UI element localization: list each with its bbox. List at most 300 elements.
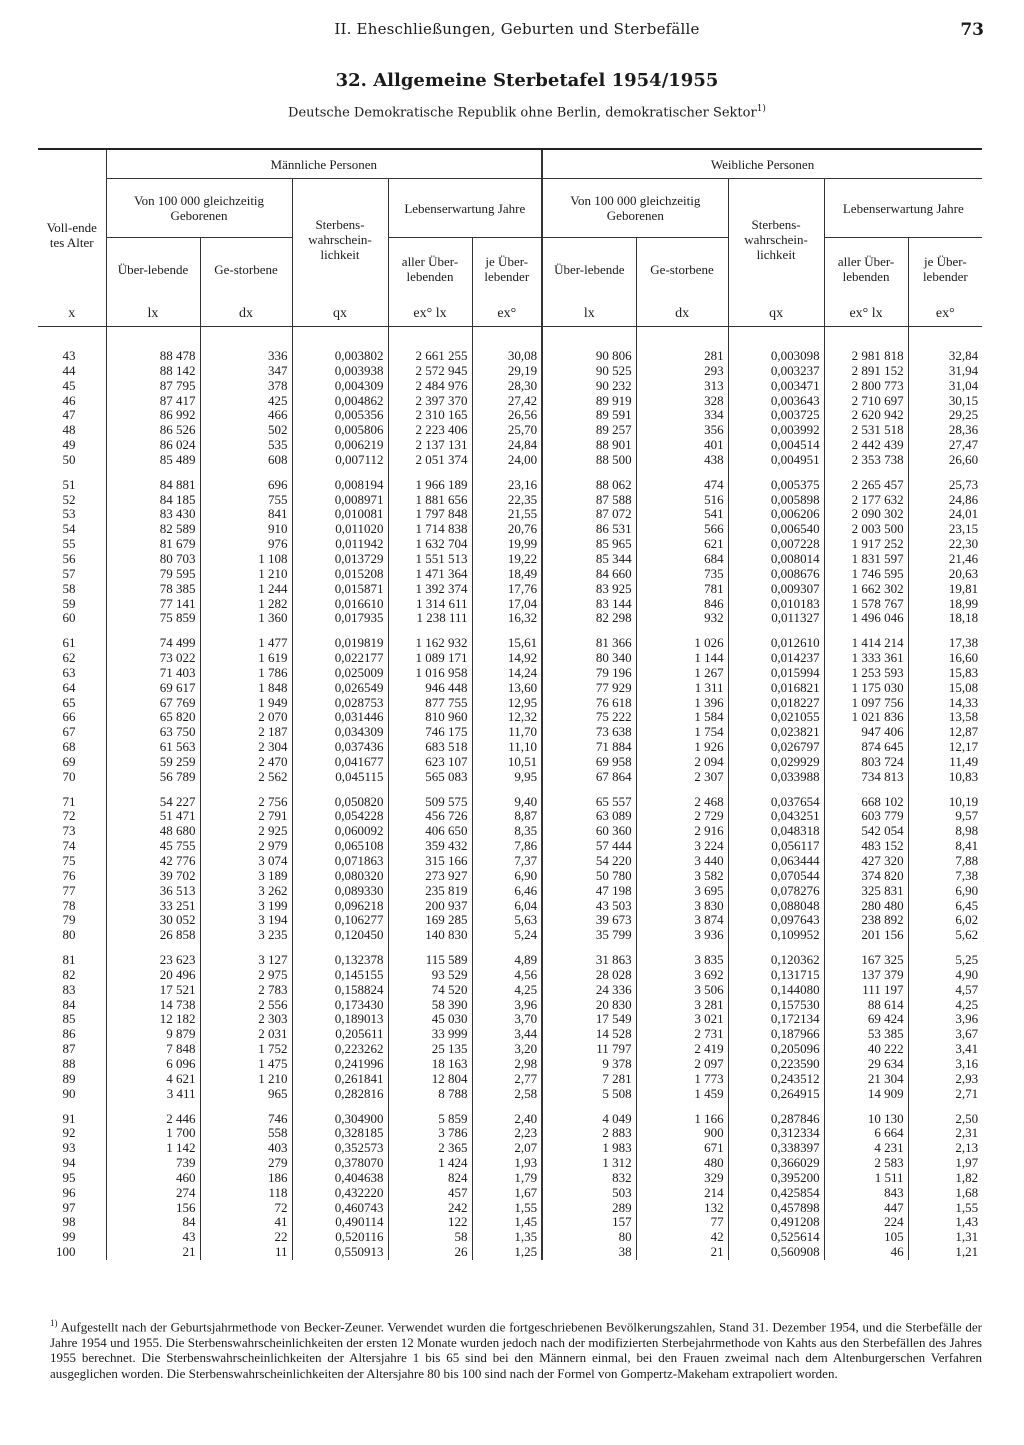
cell-female-ex: 2,50 bbox=[908, 1112, 982, 1127]
cell-male-qx: 0,050820 bbox=[292, 795, 388, 810]
cell-female-ex: 32,84 bbox=[908, 349, 982, 364]
cell-female-ex-lx: 1 746 595 bbox=[824, 567, 908, 582]
female-deaths-header: Ge-storbene bbox=[636, 238, 728, 301]
cell-male-ex-lx: 1 966 189 bbox=[388, 478, 472, 493]
cell-female-lx: 20 830 bbox=[542, 998, 636, 1013]
cell-female-qx: 0,018227 bbox=[728, 696, 824, 711]
cell-male-ex-lx: 1 314 611 bbox=[388, 597, 472, 612]
table-row bbox=[38, 884, 982, 899]
cell-female-lx: 89 257 bbox=[542, 423, 636, 438]
footnote-marker: 1) bbox=[50, 1318, 58, 1328]
cell-male-ex-lx: 33 999 bbox=[388, 1027, 472, 1042]
cell-female-dx: 846 bbox=[636, 597, 728, 612]
cell-female-dx: 541 bbox=[636, 507, 728, 522]
cell-female-ex: 7,88 bbox=[908, 854, 982, 869]
cell-male-dx: 1 282 bbox=[200, 597, 292, 612]
cell-female-dx: 328 bbox=[636, 394, 728, 409]
table-row bbox=[38, 998, 982, 1013]
cell-female-lx: 57 444 bbox=[542, 839, 636, 854]
cell-female-ex-lx: 1 253 593 bbox=[824, 666, 908, 681]
cell-male-qx: 0,025009 bbox=[292, 666, 388, 681]
sym-female-dx: dx bbox=[636, 300, 728, 327]
cell-male-ex: 2,40 bbox=[472, 1112, 542, 1127]
cell-male-qx: 0,037436 bbox=[292, 740, 388, 755]
cell-male-qx: 0,120450 bbox=[292, 928, 388, 943]
cell-male-lx: 77 141 bbox=[106, 597, 200, 612]
cell-female-ex-lx: 167 325 bbox=[824, 953, 908, 968]
cell-male-dx: 3 262 bbox=[200, 884, 292, 899]
cell-female-lx: 1 983 bbox=[542, 1141, 636, 1156]
cell-male-lx: 156 bbox=[106, 1201, 200, 1216]
cell-female-lx: 39 673 bbox=[542, 913, 636, 928]
cell-male-ex: 25,70 bbox=[472, 423, 542, 438]
footnote-text: Aufgestellt nach der Geburtsjahrmethode von Becker-Zeuner. Verwendet wurden die fortgeschriebenen Bevölkerungszahlen, Stand 31. Dezember 1954, und die Sterbefälle der Jahre 1954 und 1955. Die Sterbenswahrscheinlichkeiten der ersten 12 Monate wurden jedoch nach der modifizierten Sterbejahrmethode von Kahts aus den Sterbefällen des Jahres 1955 berechnet. Die Sterbenswahrscheinlichkeiten der Altersjahre 1 bis 65 sind bei den Männern einmal, bei den Frauen zweimal nach dem Altenburgerschen Verfahren ausgeglichen worden. Die Sterbenswahrscheinlichkeiten der Altersjahre 80 bis 100 sind nach der Formel von Gompertz-Makeham extrapoliert worden. bbox=[50, 1319, 982, 1381]
cell-female-dx: 2 468 bbox=[636, 795, 728, 810]
cell-male-ex: 6,04 bbox=[472, 899, 542, 914]
table-row bbox=[38, 597, 982, 612]
cell-male-ex: 5,24 bbox=[472, 928, 542, 943]
cell-male-ex-lx: 683 518 bbox=[388, 740, 472, 755]
male-survivors-header: Über-lebende bbox=[106, 238, 200, 301]
table-row bbox=[38, 1012, 982, 1027]
cell-male-ex: 22,35 bbox=[472, 493, 542, 508]
cell-male-ex: 27,42 bbox=[472, 394, 542, 409]
cell-female-dx: 132 bbox=[636, 1201, 728, 1216]
table-row bbox=[38, 1126, 982, 1141]
cell-female-lx: 89 919 bbox=[542, 394, 636, 409]
spacer-cell bbox=[542, 327, 636, 350]
cell-female-ex: 10,19 bbox=[908, 795, 982, 810]
cell-male-ex-lx: 26 bbox=[388, 1245, 472, 1260]
table-row bbox=[38, 696, 982, 711]
cell-female-lx: 14 528 bbox=[542, 1027, 636, 1042]
spacer-cell bbox=[542, 1102, 636, 1112]
table-row bbox=[38, 854, 982, 869]
spacer-cell bbox=[292, 327, 388, 350]
cell-female-lx: 50 780 bbox=[542, 869, 636, 884]
cell-male-qx: 0,550913 bbox=[292, 1245, 388, 1260]
cell-male-lx: 80 703 bbox=[106, 552, 200, 567]
spacer-cell bbox=[38, 1102, 106, 1112]
cell-female-ex: 26,60 bbox=[908, 453, 982, 468]
cell-female-ex: 21,46 bbox=[908, 552, 982, 567]
cell-female-ex: 5,25 bbox=[908, 953, 982, 968]
table-row bbox=[38, 869, 982, 884]
female-survivors-header: Über-lebende bbox=[542, 238, 636, 301]
cell-age: 46 bbox=[62, 392, 76, 408]
cell-age: 84 bbox=[62, 996, 76, 1012]
cell-female-lx: 87 588 bbox=[542, 493, 636, 508]
cell-age: 78 bbox=[62, 897, 76, 913]
cell-age: 82 bbox=[62, 966, 76, 982]
cell-male-ex-lx: 1 162 932 bbox=[388, 636, 472, 651]
cell-female-ex-lx: 40 222 bbox=[824, 1042, 908, 1057]
table-row bbox=[38, 1072, 982, 1087]
cell-male-qx: 0,008971 bbox=[292, 493, 388, 508]
cell-age: 63 bbox=[62, 664, 76, 680]
table-row bbox=[38, 349, 982, 364]
cell-male-ex: 2,77 bbox=[472, 1072, 542, 1087]
cell-male-lx: 12 182 bbox=[106, 1012, 200, 1027]
spacer-cell bbox=[106, 1102, 200, 1112]
table-row bbox=[38, 364, 982, 379]
table-row bbox=[38, 809, 982, 824]
cell-male-dx: 535 bbox=[200, 438, 292, 453]
cell-female-ex-lx: 1 578 767 bbox=[824, 597, 908, 612]
cell-female-dx: 2 307 bbox=[636, 770, 728, 785]
table-row bbox=[38, 522, 982, 537]
cell-male-ex-lx: 25 135 bbox=[388, 1042, 472, 1057]
cell-male-ex-lx: 406 650 bbox=[388, 824, 472, 839]
cell-female-ex: 15,83 bbox=[908, 666, 982, 681]
cell-male-ex: 4,89 bbox=[472, 953, 542, 968]
cell-age: 95 bbox=[62, 1169, 76, 1185]
footnote bbox=[50, 1316, 982, 1381]
cell-male-ex: 1,93 bbox=[472, 1156, 542, 1171]
cell-male-lx: 84 185 bbox=[106, 493, 200, 508]
cell-female-ex: 18,18 bbox=[908, 611, 982, 626]
cell-male-ex: 1,25 bbox=[472, 1245, 542, 1260]
cell-age: 53 bbox=[62, 506, 76, 522]
cell-male-dx: 1 360 bbox=[200, 611, 292, 626]
cell-male-qx: 0,189013 bbox=[292, 1012, 388, 1027]
cell-female-ex-lx: 10 130 bbox=[824, 1112, 908, 1127]
cell-male-lx: 9 879 bbox=[106, 1027, 200, 1042]
cell-female-qx: 0,070544 bbox=[728, 869, 824, 884]
cell-female-qx: 0,005375 bbox=[728, 478, 824, 493]
cell-age: 91 bbox=[62, 1110, 76, 1126]
spacer-cell bbox=[292, 1102, 388, 1112]
cell-male-ex-lx: 1 392 374 bbox=[388, 582, 472, 597]
cell-age: 81 bbox=[62, 952, 76, 968]
cell-female-dx: 1 754 bbox=[636, 725, 728, 740]
cell-female-qx: 0,016821 bbox=[728, 681, 824, 696]
cell-male-lx: 88 478 bbox=[106, 349, 200, 364]
cell-male-qx: 0,011942 bbox=[292, 537, 388, 552]
cell-female-ex-lx: 2 531 518 bbox=[824, 423, 908, 438]
cell-male-qx: 0,015871 bbox=[292, 582, 388, 597]
cell-female-ex: 6,45 bbox=[908, 899, 982, 914]
cell-female-dx: 3 692 bbox=[636, 968, 728, 983]
cell-female-qx: 0,003237 bbox=[728, 364, 824, 379]
cell-female-ex-lx: 2 265 457 bbox=[824, 478, 908, 493]
cell-male-dx: 1 786 bbox=[200, 666, 292, 681]
cell-male-ex-lx: 315 166 bbox=[388, 854, 472, 869]
cell-female-lx: 80 bbox=[542, 1230, 636, 1245]
cell-male-lx: 39 702 bbox=[106, 869, 200, 884]
cell-age: 44 bbox=[62, 362, 76, 378]
table-row bbox=[38, 1057, 982, 1072]
cell-male-ex-lx: 2 365 bbox=[388, 1141, 472, 1156]
cell-male-qx: 0,008194 bbox=[292, 478, 388, 493]
cell-male-lx: 86 992 bbox=[106, 408, 200, 423]
cell-male-lx: 63 750 bbox=[106, 725, 200, 740]
cell-female-qx: 0,338397 bbox=[728, 1141, 824, 1156]
cell-female-ex: 3,67 bbox=[908, 1027, 982, 1042]
cell-female-ex: 1,21 bbox=[908, 1245, 982, 1260]
table-row bbox=[38, 408, 982, 423]
table-row bbox=[38, 725, 982, 740]
cell-female-dx: 480 bbox=[636, 1156, 728, 1171]
cell-female-qx: 0,008014 bbox=[728, 552, 824, 567]
cell-female-lx: 157 bbox=[542, 1215, 636, 1230]
cell-female-ex-lx: 427 320 bbox=[824, 854, 908, 869]
cell-female-qx: 0,063444 bbox=[728, 854, 824, 869]
sym-male-dx: dx bbox=[200, 300, 292, 327]
cell-male-ex-lx: 1 089 171 bbox=[388, 651, 472, 666]
cell-female-ex: 2,93 bbox=[908, 1072, 982, 1087]
cell-male-qx: 0,460743 bbox=[292, 1201, 388, 1216]
cell-female-ex-lx: 69 424 bbox=[824, 1012, 908, 1027]
spacer-cell bbox=[106, 327, 200, 350]
spacer-row bbox=[38, 1102, 982, 1112]
table-row bbox=[38, 983, 982, 998]
cell-female-lx: 85 965 bbox=[542, 537, 636, 552]
cell-male-ex: 3,44 bbox=[472, 1027, 542, 1042]
cell-female-dx: 3 835 bbox=[636, 953, 728, 968]
cell-age: 83 bbox=[62, 981, 76, 997]
cell-female-dx: 671 bbox=[636, 1141, 728, 1156]
cell-male-ex-lx: 140 830 bbox=[388, 928, 472, 943]
cell-age: 50 bbox=[62, 451, 76, 467]
cell-male-dx: 378 bbox=[200, 379, 292, 394]
cell-male-ex-lx: 456 726 bbox=[388, 809, 472, 824]
cell-female-lx: 82 298 bbox=[542, 611, 636, 626]
cell-male-lx: 739 bbox=[106, 1156, 200, 1171]
cell-female-dx: 3 021 bbox=[636, 1012, 728, 1027]
cell-female-dx: 3 506 bbox=[636, 983, 728, 998]
cell-male-qx: 0,404638 bbox=[292, 1171, 388, 1186]
cell-female-qx: 0,008676 bbox=[728, 567, 824, 582]
cell-male-lx: 69 617 bbox=[106, 681, 200, 696]
spacer-cell bbox=[636, 1102, 728, 1112]
table-subtitle bbox=[0, 104, 1024, 120]
cell-male-ex: 2,07 bbox=[472, 1141, 542, 1156]
cell-female-ex-lx: 224 bbox=[824, 1215, 908, 1230]
table-row bbox=[38, 453, 982, 468]
cell-female-qx: 0,223590 bbox=[728, 1057, 824, 1072]
cell-male-dx: 1 210 bbox=[200, 567, 292, 582]
cell-age: 75 bbox=[62, 853, 76, 868]
cell-female-lx: 75 222 bbox=[542, 710, 636, 725]
table-row bbox=[38, 899, 982, 914]
cell-male-ex-lx: 93 529 bbox=[388, 968, 472, 983]
female-qx-header: Sterbens-wahrschein-lichkeit bbox=[728, 179, 824, 301]
cell-male-dx: 965 bbox=[200, 1087, 292, 1102]
cell-male-ex-lx: 273 927 bbox=[388, 869, 472, 884]
cell-male-dx: 2 791 bbox=[200, 809, 292, 824]
cell-female-dx: 214 bbox=[636, 1186, 728, 1201]
cell-male-ex: 5,63 bbox=[472, 913, 542, 928]
cell-female-ex: 8,98 bbox=[908, 824, 982, 839]
cell-female-dx: 334 bbox=[636, 408, 728, 423]
cell-male-ex: 15,61 bbox=[472, 636, 542, 651]
table-row bbox=[38, 507, 982, 522]
cell-male-qx: 0,080320 bbox=[292, 869, 388, 884]
cell-age: 96 bbox=[62, 1184, 76, 1200]
cell-female-ex: 23,15 bbox=[908, 522, 982, 537]
cell-male-lx: 43 bbox=[106, 1230, 200, 1245]
cell-male-dx: 1 949 bbox=[200, 696, 292, 711]
spacer-cell bbox=[728, 327, 824, 350]
cell-male-ex-lx: 1 881 656 bbox=[388, 493, 472, 508]
cell-female-qx: 0,006540 bbox=[728, 522, 824, 537]
cell-male-ex-lx: 18 163 bbox=[388, 1057, 472, 1072]
cell-male-dx: 336 bbox=[200, 349, 292, 364]
cell-male-ex: 21,55 bbox=[472, 507, 542, 522]
cell-female-lx: 24 336 bbox=[542, 983, 636, 998]
cell-female-ex-lx: 2 583 bbox=[824, 1156, 908, 1171]
cell-male-lx: 23 623 bbox=[106, 953, 200, 968]
table-row bbox=[38, 611, 982, 626]
cell-female-qx: 0,012610 bbox=[728, 636, 824, 651]
cell-male-qx: 0,096218 bbox=[292, 899, 388, 914]
cell-male-ex-lx: 58 390 bbox=[388, 998, 472, 1013]
cell-female-ex-lx: 46 bbox=[824, 1245, 908, 1260]
cell-female-dx: 2 731 bbox=[636, 1027, 728, 1042]
table-row bbox=[38, 795, 982, 810]
cell-age: 49 bbox=[62, 437, 76, 453]
cell-male-ex-lx: 623 107 bbox=[388, 755, 472, 770]
cell-male-ex: 14,92 bbox=[472, 651, 542, 666]
cell-age: 97 bbox=[62, 1199, 76, 1215]
cell-female-ex: 24,86 bbox=[908, 493, 982, 508]
cell-age: 56 bbox=[62, 550, 76, 566]
spacer-cell bbox=[908, 327, 982, 350]
cell-female-qx: 0,131715 bbox=[728, 968, 824, 983]
cell-female-ex-lx: 483 152 bbox=[824, 839, 908, 854]
cell-male-qx: 0,378070 bbox=[292, 1156, 388, 1171]
cell-male-ex-lx: 3 786 bbox=[388, 1126, 472, 1141]
cell-male-qx: 0,011020 bbox=[292, 522, 388, 537]
cell-male-ex: 30,08 bbox=[472, 349, 542, 364]
cell-female-qx: 0,205096 bbox=[728, 1042, 824, 1057]
cell-female-dx: 474 bbox=[636, 478, 728, 493]
spacer-cell bbox=[388, 327, 472, 350]
cell-male-qx: 0,158824 bbox=[292, 983, 388, 998]
cell-male-ex: 11,10 bbox=[472, 740, 542, 755]
cell-male-lx: 54 227 bbox=[106, 795, 200, 810]
cell-female-dx: 1 166 bbox=[636, 1112, 728, 1127]
col-age-header bbox=[38, 149, 106, 300]
table-row bbox=[38, 1245, 982, 1260]
cell-male-dx: 2 925 bbox=[200, 824, 292, 839]
spacer-cell bbox=[636, 327, 728, 350]
cell-male-ex: 2,23 bbox=[472, 1126, 542, 1141]
cell-female-qx: 0,172134 bbox=[728, 1012, 824, 1027]
cell-female-qx: 0,033988 bbox=[728, 770, 824, 785]
cell-female-qx: 0,157530 bbox=[728, 998, 824, 1013]
cell-female-ex-lx: 1 097 756 bbox=[824, 696, 908, 711]
cell-female-ex-lx: 111 197 bbox=[824, 983, 908, 998]
cell-male-qx: 0,065108 bbox=[292, 839, 388, 854]
cell-female-lx: 11 797 bbox=[542, 1042, 636, 1057]
spacer-cell bbox=[38, 327, 106, 350]
spacer-cell bbox=[472, 327, 542, 350]
cell-male-ex: 1,35 bbox=[472, 1230, 542, 1245]
cell-male-qx: 0,006219 bbox=[292, 438, 388, 453]
cell-age: 100 bbox=[56, 1244, 76, 1260]
cell-male-ex-lx: 235 819 bbox=[388, 884, 472, 899]
cell-male-lx: 74 499 bbox=[106, 636, 200, 651]
cell-male-qx: 0,028753 bbox=[292, 696, 388, 711]
cell-male-dx: 3 194 bbox=[200, 913, 292, 928]
cell-female-dx: 2 419 bbox=[636, 1042, 728, 1057]
cell-female-ex: 6,02 bbox=[908, 913, 982, 928]
table-row bbox=[38, 666, 982, 681]
cell-female-lx: 90 525 bbox=[542, 364, 636, 379]
cell-female-qx: 0,003471 bbox=[728, 379, 824, 394]
cell-female-dx: 621 bbox=[636, 537, 728, 552]
cell-male-qx: 0,054228 bbox=[292, 809, 388, 824]
cell-male-ex-lx: 1 471 364 bbox=[388, 567, 472, 582]
table-row bbox=[38, 394, 982, 409]
cell-age: 67 bbox=[62, 724, 76, 740]
cell-male-ex: 1,79 bbox=[472, 1171, 542, 1186]
cell-female-lx: 83 925 bbox=[542, 582, 636, 597]
cell-female-ex-lx: 201 156 bbox=[824, 928, 908, 943]
cell-male-ex: 13,60 bbox=[472, 681, 542, 696]
sym-female-lx: lx bbox=[542, 300, 636, 327]
cell-female-dx: 21 bbox=[636, 1245, 728, 1260]
cell-male-qx: 0,010081 bbox=[292, 507, 388, 522]
cell-female-ex-lx: 1 021 836 bbox=[824, 710, 908, 725]
cell-female-dx: 932 bbox=[636, 611, 728, 626]
cell-male-ex: 10,51 bbox=[472, 755, 542, 770]
cell-female-ex: 13,58 bbox=[908, 710, 982, 725]
cell-male-qx: 0,007112 bbox=[292, 453, 388, 468]
cell-age: 43 bbox=[62, 348, 76, 363]
cell-female-dx: 356 bbox=[636, 423, 728, 438]
cell-male-dx: 746 bbox=[200, 1112, 292, 1127]
cell-male-ex-lx: 1 016 958 bbox=[388, 666, 472, 681]
cell-age: 69 bbox=[62, 753, 76, 769]
cell-female-qx: 0,088048 bbox=[728, 899, 824, 914]
cell-age: 70 bbox=[62, 768, 76, 784]
cell-female-ex-lx: 2 003 500 bbox=[824, 522, 908, 537]
cell-male-ex-lx: 2 051 374 bbox=[388, 453, 472, 468]
cell-female-qx: 0,015994 bbox=[728, 666, 824, 681]
cell-male-dx: 3 127 bbox=[200, 953, 292, 968]
sym-male-ex-lx: ex° lx bbox=[388, 300, 472, 327]
table-row bbox=[38, 537, 982, 552]
cell-female-lx: 80 340 bbox=[542, 651, 636, 666]
spacer-cell bbox=[200, 327, 292, 350]
cell-male-ex: 12,32 bbox=[472, 710, 542, 725]
cell-female-qx: 0,007228 bbox=[728, 537, 824, 552]
cell-male-ex-lx: 509 575 bbox=[388, 795, 472, 810]
cell-male-qx: 0,241996 bbox=[292, 1057, 388, 1072]
cell-male-dx: 118 bbox=[200, 1186, 292, 1201]
cell-male-lx: 36 513 bbox=[106, 884, 200, 899]
cell-male-qx: 0,071863 bbox=[292, 854, 388, 869]
cell-male-dx: 41 bbox=[200, 1215, 292, 1230]
cell-male-lx: 6 096 bbox=[106, 1057, 200, 1072]
cell-female-lx: 88 901 bbox=[542, 438, 636, 453]
cell-female-dx: 3 695 bbox=[636, 884, 728, 899]
cell-female-dx: 2 916 bbox=[636, 824, 728, 839]
cell-female-qx: 0,048318 bbox=[728, 824, 824, 839]
cell-male-qx: 0,490114 bbox=[292, 1215, 388, 1230]
cell-male-dx: 425 bbox=[200, 394, 292, 409]
table-row bbox=[38, 552, 982, 567]
table-row bbox=[38, 681, 982, 696]
cell-male-ex-lx: 12 804 bbox=[388, 1072, 472, 1087]
cell-male-lx: 45 755 bbox=[106, 839, 200, 854]
cell-male-ex: 3,96 bbox=[472, 998, 542, 1013]
cell-female-lx: 65 557 bbox=[542, 795, 636, 810]
cell-female-lx: 84 660 bbox=[542, 567, 636, 582]
